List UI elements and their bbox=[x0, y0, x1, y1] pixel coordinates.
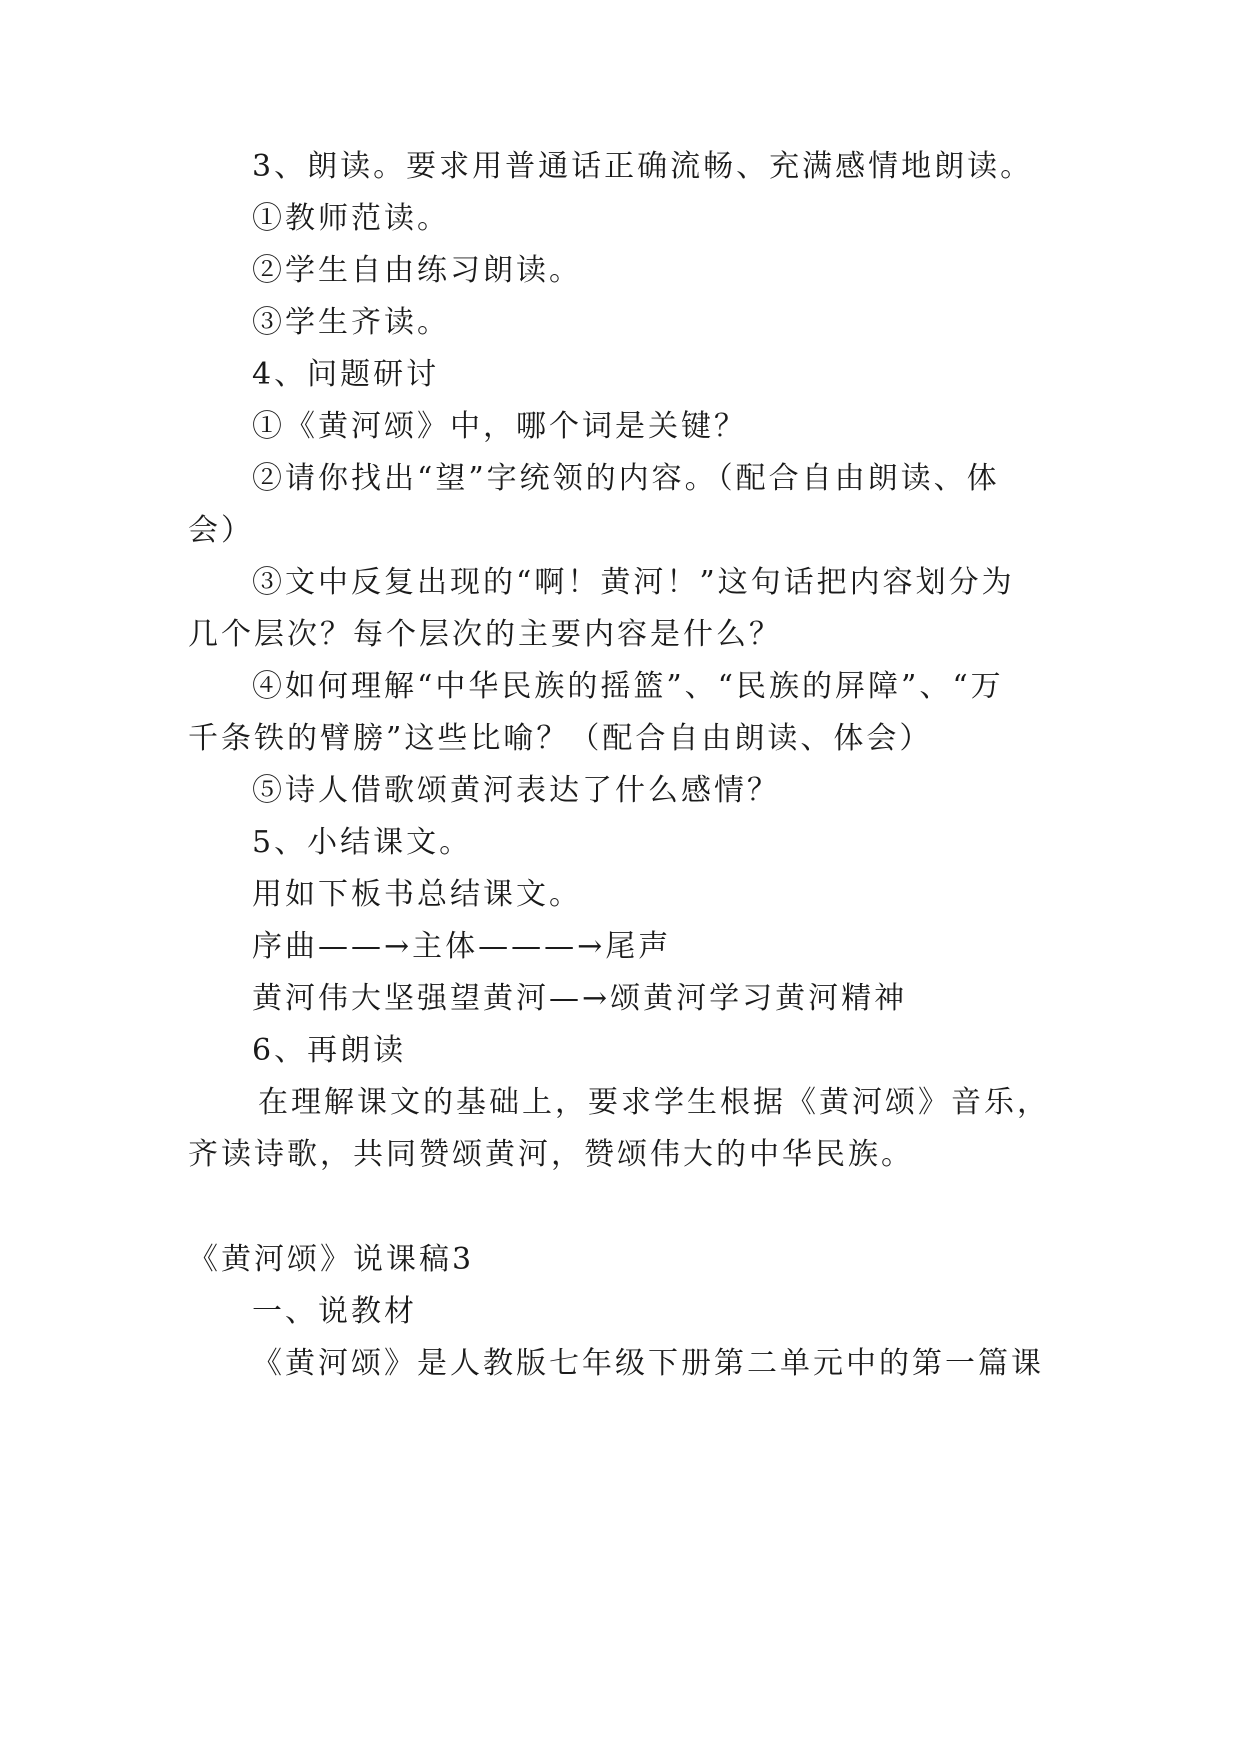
board-content-line: 黄河伟大坚强望黄河—→颂黄河学习黄河精神 bbox=[252, 981, 908, 1016]
question-4-line-1: ④如何理解“中华民族的摇篮”、“民族的屏障”、“万 bbox=[252, 669, 1004, 704]
part-1-para-line-1: 《黄河颂》是人教版七年级下册第二单元中的第一篇课 bbox=[252, 1346, 1044, 1381]
question-2-line-1: ②请你找出“望”字统领的内容。（配合自由朗读、体 bbox=[252, 461, 1000, 496]
question-4-line-2: 千条铁的臂膀”这些比喻？（配合自由朗读、体会） bbox=[188, 721, 933, 756]
step-6-para-line-1: 在理解课文的基础上，要求学生根据《黄河颂》音乐， bbox=[258, 1085, 1050, 1120]
part-1-heading: 一、说教材 bbox=[252, 1294, 417, 1329]
question-1: ①《黄河颂》中，哪个词是关键？ bbox=[252, 409, 747, 444]
step-5-heading: 5、小结课文。 bbox=[252, 825, 473, 860]
step-3-item-3: ③学生齐读。 bbox=[252, 305, 450, 340]
board-summary-intro: 用如下板书总结课文。 bbox=[252, 877, 582, 912]
step-4-heading: 4、问题研讨 bbox=[252, 357, 440, 392]
step-6-heading: 6、再朗读 bbox=[252, 1033, 407, 1068]
step-3-item-1: ①教师范读。 bbox=[252, 201, 450, 236]
step-3-item-2: ②学生自由练习朗读。 bbox=[252, 253, 582, 288]
question-5: ⑤诗人借歌颂黄河表达了什么感情？ bbox=[252, 773, 780, 808]
question-3-line-1: ③文中反复出现的“啊！黄河！”这句话把内容划分为 bbox=[252, 565, 1015, 600]
question-2-line-2: 会） bbox=[188, 513, 254, 548]
question-3-line-2: 几个层次？每个层次的主要内容是什么？ bbox=[188, 617, 782, 652]
board-structure-line: 序曲——→主体———→尾声 bbox=[252, 929, 672, 964]
step-3-reading: 3、朗读。要求用普通话正确流畅、充满感情地朗读。 bbox=[252, 149, 1034, 184]
section-title: 《黄河颂》说课稿3 bbox=[188, 1242, 475, 1277]
step-6-para-line-2: 齐读诗歌，共同赞颂黄河，赞颂伟大的中华民族。 bbox=[188, 1137, 914, 1172]
